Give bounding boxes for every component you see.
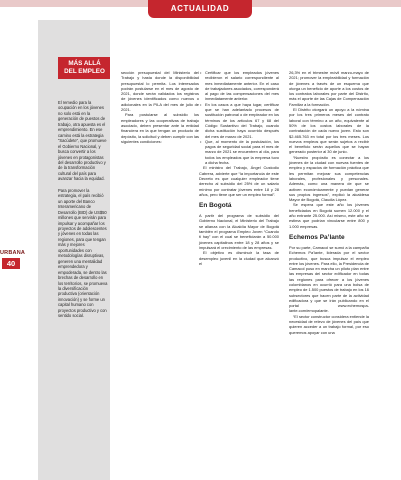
sidebar-title	[58, 57, 110, 79]
sidebar-body	[58, 100, 108, 325]
article-column-1	[121, 70, 199, 144]
sidebar-paragraph: Para promover la estrategia, el país recibió un aporte del Banco Interamericano de Desarrollo (BID) de US$50 millones que servirán para impulsar y acompañar los proyectos de adolescentes y jóvenes en todas las regiones, para que tengan más y mejores oportunidades con metodologías disruptivas, generen una mentalidad emprendedora y empoderada, se dentro las brechas de desarrollo en los territorios, se promueva la diversificación productiva (orientación innovación) y se forme un capital humano con proyectos productivo y con sentido social.	[58, 187, 108, 319]
article-paragraph: “El sector constructor considera entiende la necesidad de relevo de jóvenes del país que quieren acceder a un trabajo formal, por eso queremos apoyar con una	[289, 313, 369, 335]
list-item: • En los casos a que haya lugar, certificar que se han adelantado procesos de sustitución patronal o de empleador en los términos de los artículos 67 y 68 del Código Sustantivo del Trabajo, cuando dicha sustitución haya ocurrido después del mes de marzo de 2021.	[205, 102, 279, 139]
article-paragraph: “Nuestro propósito es conectar a los jóvenes de la ciudad con nuevas fuentes de empleo y espacios de formación práctica que les permitan mejorar sus competencias laborales, profesionales y personales. Además, como una manera de que se activen económicamente y puedan generar sus propios ingresos”, explicó la alcaldesa Mayor de Bogotá, Claudia López.	[289, 154, 369, 203]
section-tab	[148, 0, 252, 18]
article-column-2	[199, 70, 279, 266]
article-paragraph: Para postularse al subsidio los empleadores y las cooperativas de trabajo asociado, deben presentar ante la entidad financiera en la que tengan un producto de depósito, la solicitud y deben cumplir con las siguientes condiciones:	[121, 112, 199, 144]
article-paragraph: El Distrito otorgará un apoyo a la nómina por los tres primeros meses del contrato laboral con término a un año, equivalente al 50% de los costos laborales de la contratación de cada nuevo joven. Esto son $2.465.763 en total por los tres meses. Los nuevos empleos que serán sujetos a recibir el beneficio serán aquellos que se hayan generado posterior al 30 de junio.	[289, 107, 369, 155]
article-column-3	[289, 70, 369, 335]
magazine-logo: URBANA	[0, 250, 26, 256]
page-number: 40	[2, 258, 20, 269]
page-edge	[0, 250, 26, 269]
article-paragraph: Se espera que este año los jóvenes beneficiados en Bogotá sumen 12.000 y el año entrante 25.000. Así mismo, este año se estima que podrían vincularse entre 800 y 1.000 empresas.	[289, 202, 369, 229]
subheading-bogota: En Bogotá	[199, 202, 232, 210]
article-paragraph: El objetivo es disminuir la tasa de desempleo juvenil en la ciudad que alcanzó el	[199, 250, 279, 266]
list-item: • Que, al momento de la postulación, los pagos de seguridad social para el mes de marzo de 2021 se encuentren al día, para todos los empleados que la empresa tuvo a dicha fecha.	[205, 139, 279, 165]
conditions-list	[199, 70, 279, 165]
list-item: • Certificar que los empleados jóvenes recibieron el salario correspondiente al mes inmediatamente anterior. En el caso de trabajadores asociados, corresponderá al pago de las compensaciones del mes inmediatamente anterior.	[205, 70, 279, 102]
article-paragraph: sección presupuestal del Ministerio del Trabajo y hasta donde la disponibilidad presupuestal lo permita. Los interesados podrán postularse en el mes de agosto de 2021, donde serán validados los registros de jóvenes identificados como nuevos o adicionales en la PILA del mes de julio de 2021.	[121, 70, 199, 113]
article-paragraph: Por su parte, Camacol se sumó a la campaña Echemos Pa’lante, liderada por el sector productivo, que busca impulsar el empleo entre los jóvenes. Para ello, la Presidencia de Camacol puso en marcha un piloto plan entre las empresas del sector edificador en todas las regiones para ofrecer a los jóvenes colombianos en ocurrió para una bolsa de empleo de 1.500 puestos de trabajo en los 16 subsectores que hacen parte de la actividad edificadora y que se irán publicando en el portal www.echemospa-lante.com/emopalante.	[289, 244, 369, 314]
sidebar-title-line-2: DEL EMPLEO	[64, 68, 105, 75]
subheading-echemos: Echemos Pa’lante	[289, 233, 345, 241]
sidebar-title-line-1: MÁS ALLÁ	[68, 60, 101, 67]
article-paragraph: A partir del programa de subsidio del Gobierno Nacional, el Ministerio del Trabajo se alianza con la Alcaldía Mayor de Bogotá también el programa Empleo Joven “Cuando ti hay” con el cual se beneficiarán a 50.000 jóvenes capitalinos entre 18 y 28 años y se impulsará el crecimiento de las empresas.	[199, 213, 279, 250]
minister-quote: El ministro del Trabajo, Ángel Custodio Cabrera, advierte que “la importancia de este Decreto es que cualquier empleador tiene derecho al subsidio del 25% de un salario mínimo por contratar jóvenes entre 18 y 28 años, pero tiene que ser un empleo formal”.	[199, 165, 279, 197]
sidebar-paragraph: El remedio para la ocupación en los jóvenes no solo está en la generación de puestos de trabajo, otra apuesta es el emprendimiento. En ese camino está la estrategia “Sacúdete”, que promueve el Gobierno Nacional, y busca convertir a los jóvenes en protagonistas del desarrollo productivo y de la transformación cultural del país para avanzar hacia la equidad.	[58, 100, 107, 182]
section-label: ACTUALIDAD	[170, 4, 230, 13]
article-paragraph: 26,3% en el trimestre móvil marzo-mayo de 2021; promover la empleabilidad y formación de jóvenes a través de un esquema que otorga un beneficio de aporte a los costos de los contratos laborales por parte del Distrito, más el aporte de las Cajas de Compensación Familiar a la formación.	[289, 70, 369, 107]
